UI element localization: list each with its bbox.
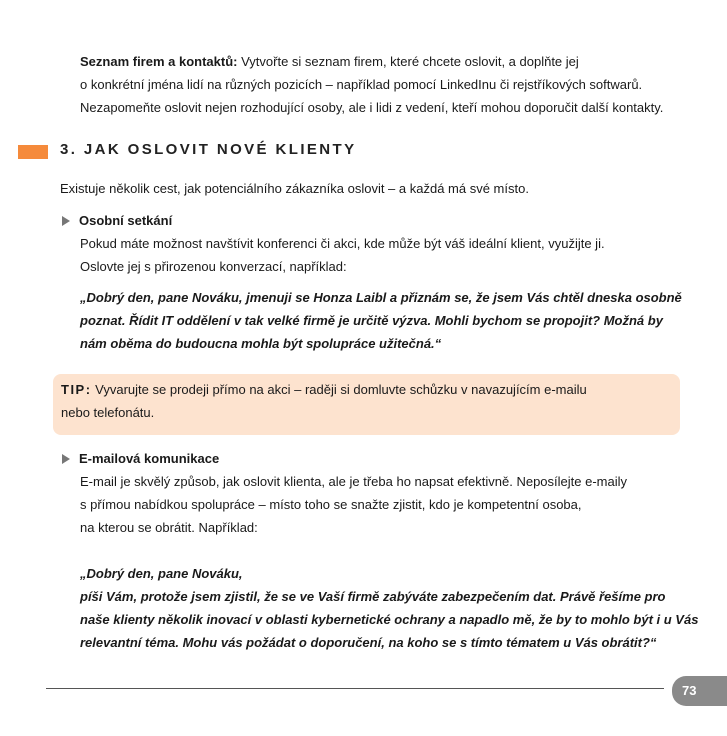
tip-text: TIP: Vyvarujte se prodeji přímo na akci – raději si domluvte schůzku v navazujícím e-mailu nebo telefonátu. [61, 382, 587, 420]
section-lead: Existuje několik cest, jak potenciálního zákazníka oslovit – a každá má své místo. [60, 181, 529, 196]
email-quote: „Dobrý den, pane Nováku, píši Vám, protože jsem zjistil, že se ve Vaší firmě zabýváte zabezpečením dat. Právě řešíme pro naše klienty několik inovací v oblasti kybernetické ochrany a napadlo mě, že by to mohlo být i u Vás relevantní téma. Mohu vás požádat o doporučení, na koho se s tímto tématem u Vás obrátit?“ [80, 566, 699, 650]
section-accent-bar [18, 145, 48, 159]
bullet-email-title: E-mailová komunikace [79, 451, 220, 466]
bullet-email [62, 447, 219, 470]
footer-rule [46, 688, 664, 689]
intro-line-1: Seznam firem a kontaktů: Vytvořte si seznam firem, které chcete oslovit, a doplňte jej [80, 54, 579, 69]
personal-body: Pokud máte možnost navštívit konferenci či akci, kde může být váš ideální klient, využijte ji. Oslovte jej s přirozenou konverzací, například: [80, 236, 605, 274]
intro-bold-label: Seznam firem a kontaktů: [80, 54, 238, 69]
page-number: 73 [672, 676, 727, 706]
intro-line-3: Nezapomeňte oslovit nejen rozhodující osoby, ale i lidi z vedení, kteří mohou doporučit další kontakty. [80, 100, 664, 115]
personal-quote: „Dobrý den, pane Nováku, jmenuji se Honza Laibl a přiznám se, že jsem Vás chtěl dneska osobně poznat. Řídit IT oddělení v tak velké firmě je určitě výzva. Mohli bychom se propojit? Možná by nám oběma do budoucna mohla být spolupráce užitečná.“ [80, 290, 682, 351]
intro-line-2: o konkrétní jména lidí na různých pozicích – například pomocí LinkedInu či rejstříkových softwarů. [80, 77, 643, 92]
tip-box [53, 374, 680, 435]
bullet-personal-title: Osobní setkání [79, 213, 173, 228]
tip-label: TIP: [61, 382, 92, 397]
section-heading: 3. JAK OSLOVIT NOVÉ KLIENTY [60, 141, 357, 158]
triangle-bullet-icon [62, 216, 70, 226]
triangle-bullet-icon [62, 454, 70, 464]
email-body: E-mail je skvělý způsob, jak oslovit klienta, ale je třeba ho napsat efektivně. Neposílejte e-maily s přímou nabídkou spolupráce – místo toho se snažte zjistit, kdo je kompetentní osoba, na kterou se obrátit. Například: [80, 474, 627, 535]
intro-paragraph [80, 50, 700, 119]
bullet-personal-meeting [62, 209, 172, 232]
